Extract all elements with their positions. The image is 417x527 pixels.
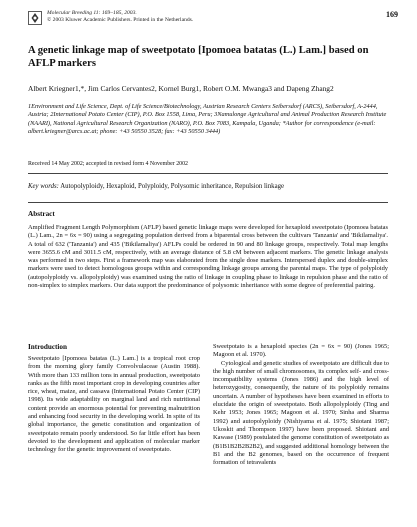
keywords-text: Autopolyploidy, Hexaploid, Polyploidy, Polysomic inheritance, Repulsion linkage: [60, 183, 285, 190]
journal-line-2: © 2003 Kluwer Academic Publishers. Printed in the Netherlands.: [47, 17, 194, 23]
page-number: 169: [386, 10, 398, 19]
intro-paragraph: Sweetpotato [Ipomoea batatas (L.) Lam.] is a tropical root crop from the morning glory family Convolvulaceae (Austin 1988). With more than 133 million tons in annual production, sweetpotato ranks as the fifth most important crop in developing countries after rice, wheat, maize, and cassava (International Potato Center (CIP) 1998). Its wide adaptability on marginal land and rich nutritional content provide an enormous potential for preventing malnutrition and enhancing food security in the developing world. In spite of its global importance, the genetic constitution and organization of sweetpotato remain poorly understood. So far little effort has been devoted to the development and application of molecular marker technology for the genetic improvement of sweetpotato.: [28, 355, 200, 454]
keywords-label: Key words:: [28, 183, 59, 190]
right-column: [213, 343, 389, 467]
divider-top: [28, 173, 388, 174]
intro-paragraph: Sweetpotato is a hexaploid species (2n = 6x = 90) (Jones 1965; Magoon et al. 1970).: [213, 343, 389, 359]
introduction-heading: Introduction: [28, 343, 68, 351]
abstract-heading: Abstract: [28, 210, 55, 218]
journal-line-1: Molecular Breeding 11: 169–185, 2003.: [47, 10, 137, 16]
divider-bottom: [28, 202, 388, 203]
paper-title: A genetic linkage map of sweetpotato [Ipomoea batatas (L.) Lam.] based on AFLP markers: [28, 45, 369, 69]
received-date: Received 14 May 2002; accepted in revised form 4 November 2002: [28, 161, 188, 167]
abstract-text: Amplified Fragment Length Polymorphism (AFLP) based genetic linkage maps were developed for hexaploid sweetpotato (Ipomoea batatas (L.) Lam., 2n = 6x = 90) using a segregating population derived from a biparental cross between the cultivars 'Tanzania' and 'Bikilamaliya'. A total of 632 ('Tanzania') and 435 ('Bikilamaliya') AFLPs could be ordered in 90 and 80 linkage groups, respectively. Total map lengths were 3655.6 cM and 3011.5 cM, respectively, with an average distance of 5.8 cM between adjacent markers. The genetic linkage analysis was performed in two steps. First a framework map was elaborated from the single dose markers. Interspersed duplex and double-simplex markers were used to detect homologous groups within and corresponding linkage groups among the parental maps. The type of polyploidy (autopolyploidy vs. allopolyploidy) was examined using the ratio of linkage in coupling phase to linkage in repulsion phase and the ratio of non-simplex to simplex markers. Our data support the predominance of polysomic inheritance with some degree of preferential pairing.: [28, 224, 388, 290]
publisher-logo: [28, 11, 42, 25]
author-list: Albert Kriegner1,*, Jim Carlos Cervantes2, Kornel Burg1, Robert O.M. Mwanga3 and Dapeng Zhang2: [28, 84, 334, 93]
journal-citation: [47, 10, 193, 24]
affiliations: 1Environment and Life Science, Dept. of Life Science/Biotechnology, Austrian Research Centers Seibersdorf (ARCS), Seibersdorf, A-2444, Austria; 2International Potato Center (CIP), P.O. Box 1558, Lima, Peru; 3Namulonge Agricultural and Animal Production Research Institute (NAARI), National Agricultural Research Organization (NARO), P.O. Box 7083, Kampala, Uganda; *Author for correspondence (e-mail: albert.kriegner@arcs.ac.at; phone: +43 50550 3528; fax: +43 50550 3444): [28, 103, 387, 135]
intro-paragraph: Cytological and genetic studies of sweetpotato are difficult due to the high number of small chromosomes, its complex self- and cross-incompatibility systems (Jones 1986) and the high level of heterozygosity, consequently, the nature of its polyploidy remains uncertain. A number of hypotheses have been examined in efforts to elucidate the origin of sweetpotato. Both allopolyploidy (Ting and Kehr 1953; Jones 1965; Magoon et al. 1970; Sinha and Sharma 1992) and autopolyploidy (Nishiyama et al. 1975; Shiotani 1987; Ukoskit and Thompson 1997) have been proposed. Shiotani and Kawase (1989) postulated the genome constitution of sweetpotato as (B1B1B2B2B2B2), and suggested additional homology between the B1 and the B2 genomes, based on the occurrence of frequent formation of tetravalents: [213, 359, 389, 467]
journal-header: [28, 9, 398, 33]
left-column: [28, 355, 200, 455]
keywords: [28, 182, 388, 191]
